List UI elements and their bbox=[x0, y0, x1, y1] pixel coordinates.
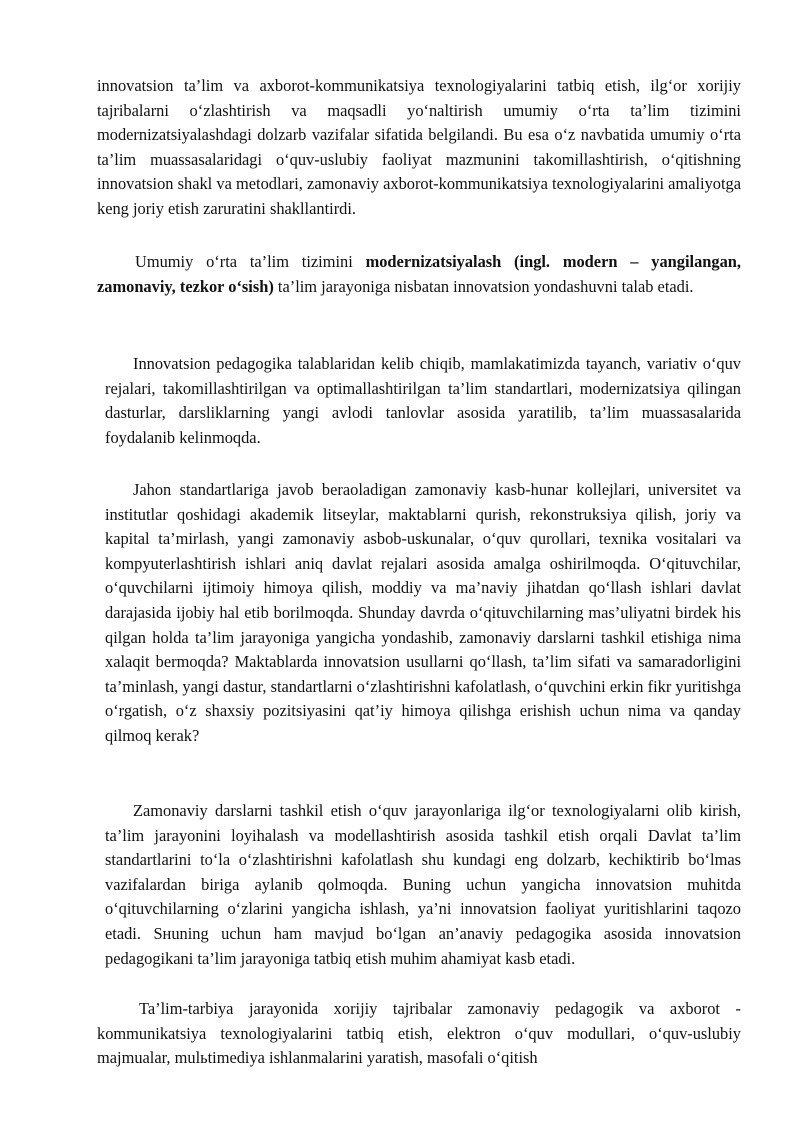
paragraph-3: Innovatsion pedagogika talablaridan kelib chiqib, mamlakatimizda tayanch, variativ o‘quv rejalari, takomillashtirilgan va optimallashtirilgan ta’lim standartlari, modernizatsiya qilingan dasturlar, darsliklarning yangi avlodi tanlovlar asosida yaratilib, ta’lim muassasalarida foydalanib kelinmoqda. bbox=[105, 354, 741, 447]
paragraph-5: Zamonaviy darslarni tashkil etish o‘quv jarayonlariga ilg‘or texnologiyalarni olib kirish, ta’lim jarayonini loyihalash va modellashtirish asosida tashkil etish orqali Davlat ta’lim standartlarini to‘la o‘zlashtirishni kafolatlash shu kundagi eng dolzarb, kechiktirib bo‘lmas vazifalardan biriga aylanib qolmoqda. Buning uchun yangicha innovatsion muhitda o‘qituvchilarning o‘zlarini yangicha ishlash, ya’ni innovatsion faoliyat yuritishlarini taqozo etadi. Sнuning uchun ham mavjud bo‘lgan an’anaviy pedagogika asosida innovatsion pedagogikani ta’lim jarayoniga tatbiq etish muhim ahamiyat kasb etadi. bbox=[105, 801, 741, 968]
paragraph-4: Jahon standartlariga javob beraoladigan zamonaviy kasb-hunar kollejlari, universitet va institutlar qoshidagi akademik litseylar, maktablarni qurish, rekonstruksiya qilish, joriy va kapital ta’mirlash, yangi zamonaviy asbob-uskunalar, o‘quv qurollari, texnika vositalari va kompyuterlashtirish ishlari aniq davlat rejalari asosida amalga oshirilmoqda. O‘qituvchilar, o‘quvchilarni ijtimoiy himoya qilish, moddiy va ma’naviy jihatdan qo‘llash ishlari davlat darajasida ijobiy hal etib borilmoqda. Shunday davrda o‘qituvchilarning mas’uliyatni birdek his qilgan holda ta’lim jarayoniga yangicha yondashib, zamonaviy darslarni tashkil etishiga nima xalaqit bermoqda? Maktablarda innovatsion usullarni qo‘llash, ta’lim sifati va samaradorligini ta’minlash, yangi dastur, standartlarni o‘zlashtirishni kafolatlash, o‘quvchini erkin fikr yuritishga o‘rgatish, o‘z shaxsiy pozitsiyasini qat’iy himoya qilishga erishish uchun nima va qanday qilmoq kerak? bbox=[105, 480, 741, 745]
paragraph-2-bold-term: modernizatsiyalash (ingl. modern – yangilangan, zamonaviy, tezkor o‘sish) bbox=[97, 252, 741, 296]
paragraph-2-lead: Umumiy o‘rta ta’lim tizimini bbox=[135, 252, 366, 271]
paragraph-6: Ta’lim-tarbiya jarayonida xorijiy tajribalar zamonaviy pedagogik va axborot - kommunikatsiya texnologiyalarini tatbiq etish, elektron o‘quv modullari, o‘quv-uslubiy majmualar, mulьtimediya ishlanmalarini yaratish, masofali o‘qitish bbox=[97, 999, 741, 1068]
paragraph-1: innovatsion ta’lim va axborot-kommunikatsiya texnologiyalarini tatbiq etish, ilg‘or xorijiy tajribalarni o‘zlashtirish va maqsadli yo‘naltirish umumiy o‘rta ta’lim tizimini modernizatsiyalashdagi dolzarb vazifalar sifatida belgilandi. Bu esa o‘z navbatida umumiy o‘rta ta’lim muassasalaridagi o‘quv-uslubiy faoliyat mazmunini takomillashtirish, o‘qitishning innovatsion shakl va metodlari, zamonaviy axborot-kommunikatsiya texnologiyalarini amaliyotga keng joriy etish zaruratini shakllantirdi. bbox=[97, 76, 741, 218]
paragraph-2 bbox=[97, 250, 741, 299]
paragraph-2-tail: ta’lim jarayoniga nisbatan innovatsion yondashuvni talab etadi. bbox=[273, 276, 694, 296]
